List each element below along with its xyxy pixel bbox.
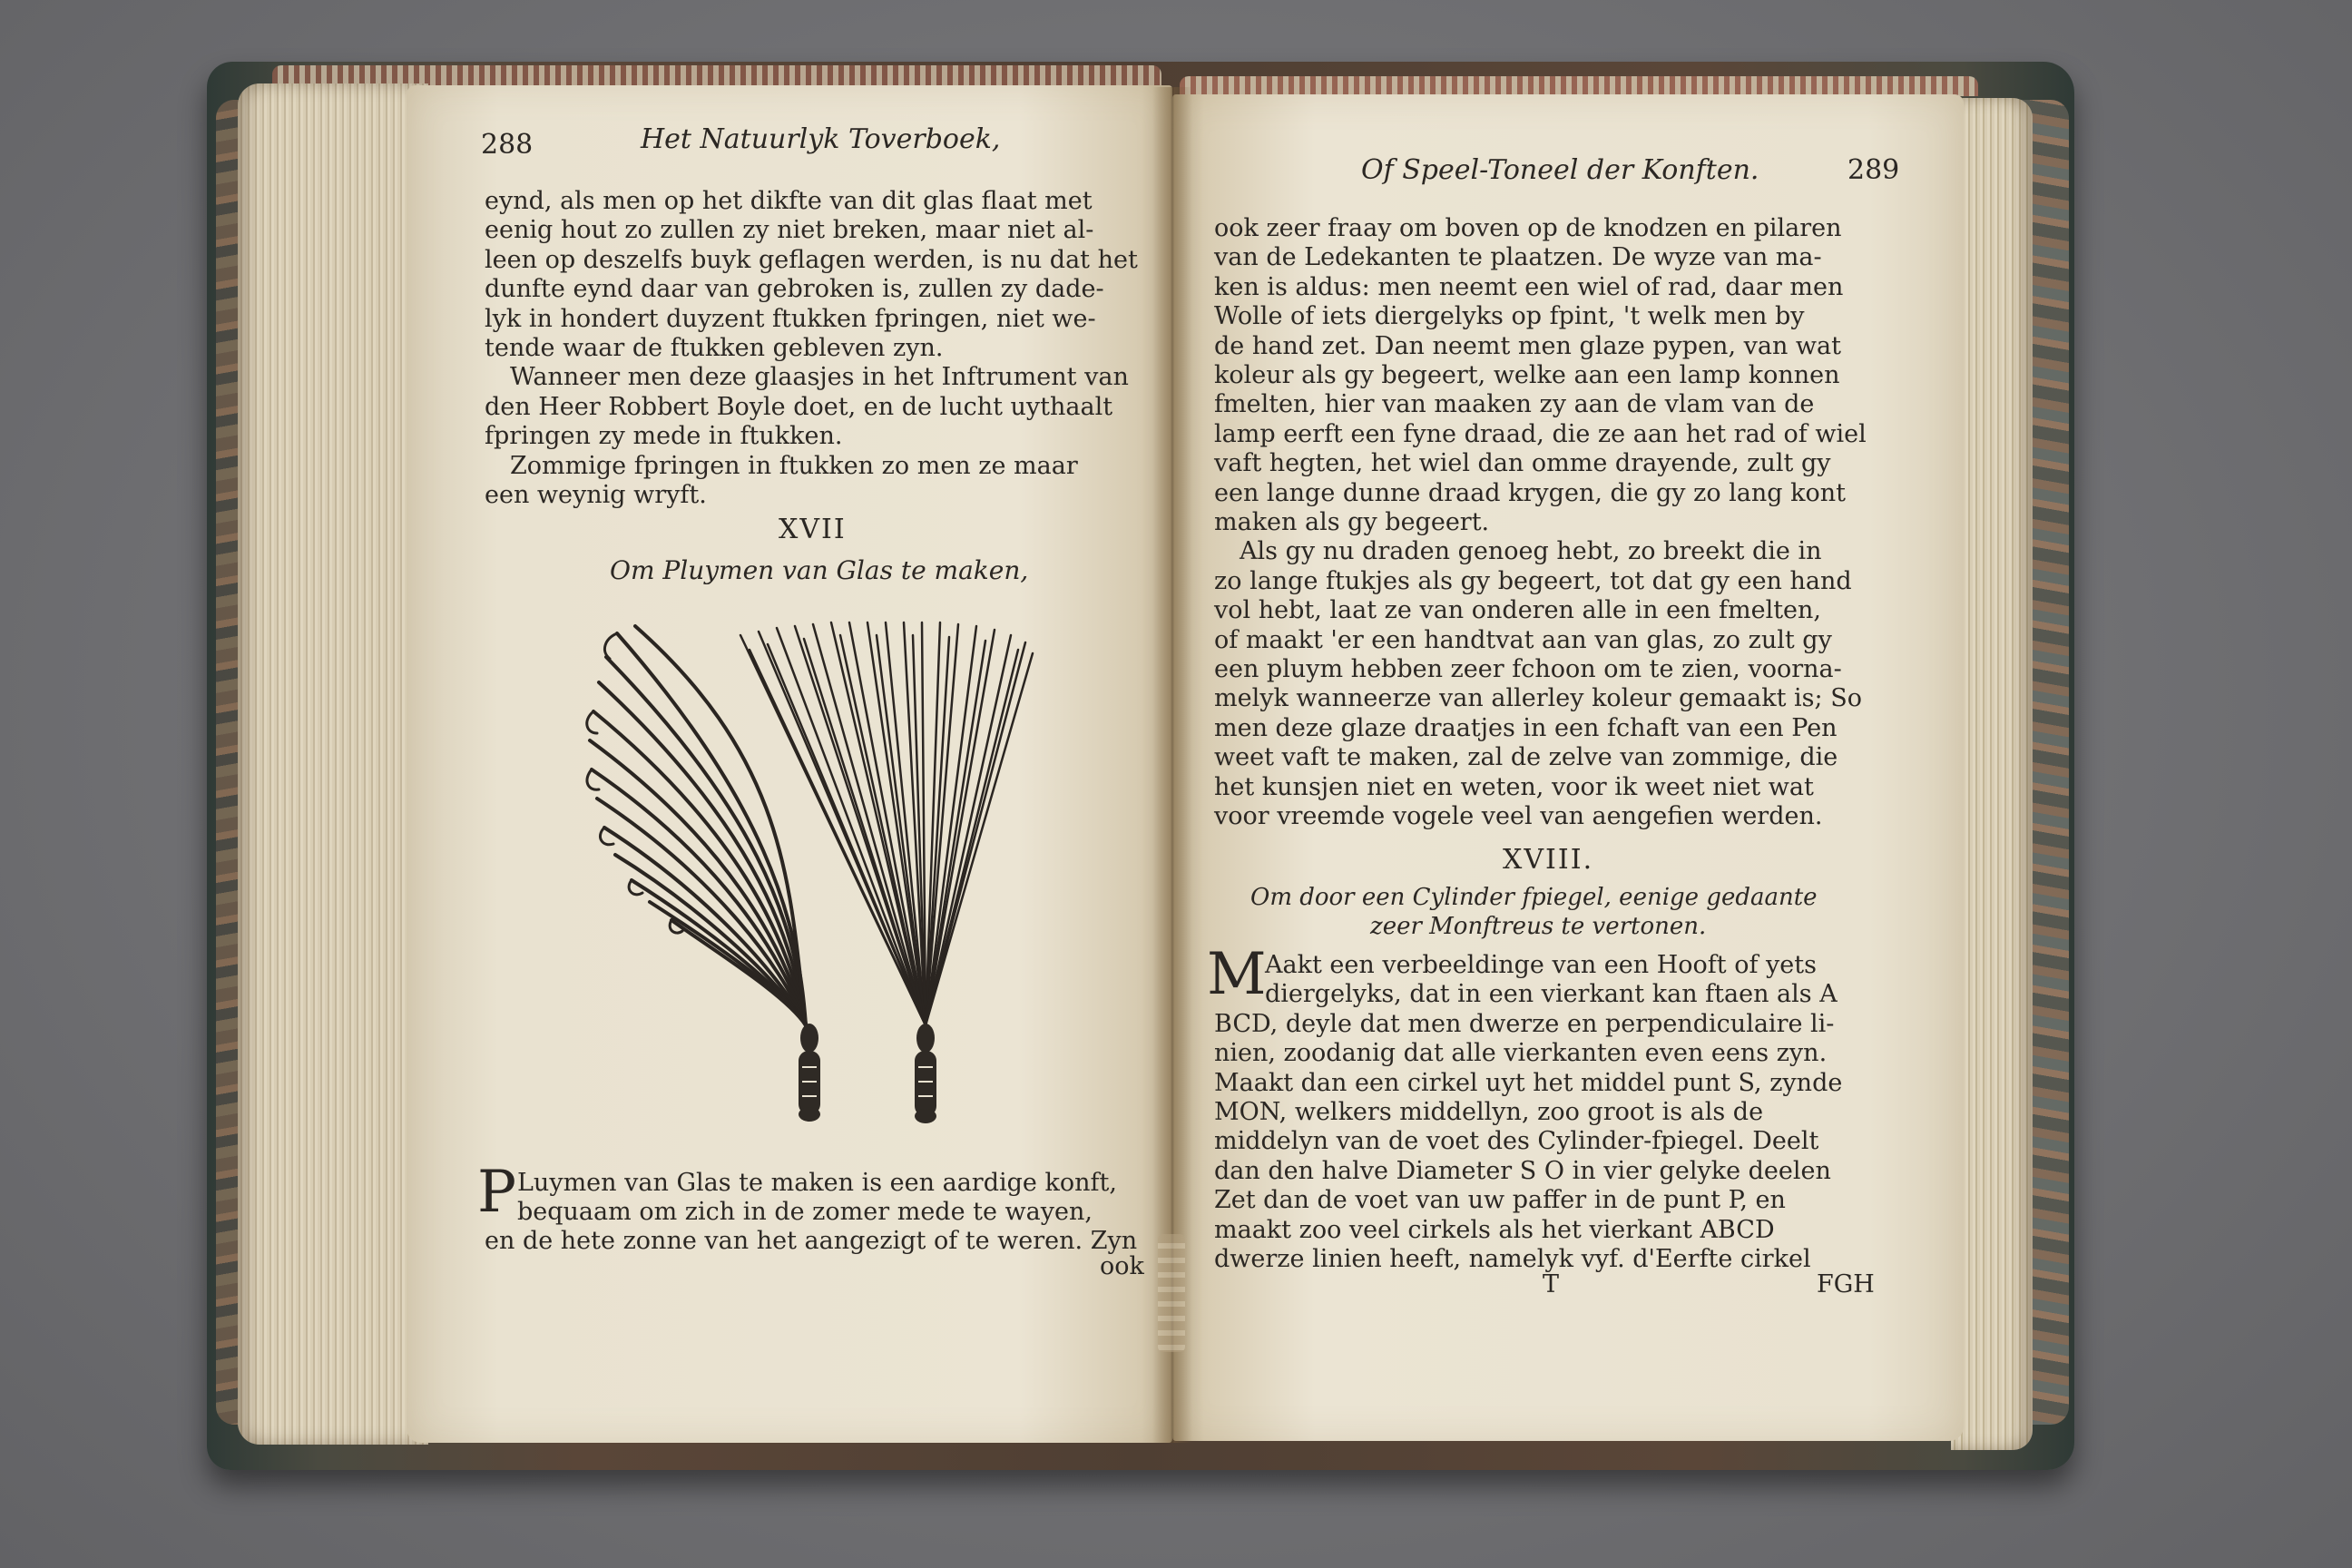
text-line: lyk in hondert duyzent ftukken fpringen, niet we- — [485, 304, 1096, 333]
text-line: ook zeer fraay om boven op de knodzen en pilaren — [1214, 214, 1842, 242]
text-line: dwerze linien heeft, namelyk vyf. d'Eerfte cirkel — [1214, 1245, 1811, 1273]
text-line: Als gy nu draden genoeg hebt, zo breekt die in — [1240, 537, 1822, 566]
text-line: Zommige fpringen in ftukken zo men ze maar — [510, 451, 1078, 480]
left-dropcap: P — [477, 1159, 517, 1226]
text-line: tende waar de ftukken gebleven zyn. — [485, 334, 944, 362]
right-section-number: XVIII. — [1503, 844, 1594, 876]
right-signature: T — [1543, 1270, 1560, 1298]
text-line: melyk wanneerze van allerley koleur gemaakt is; So — [1214, 684, 1862, 713]
glass-plumes-woodcut-icon — [581, 617, 1053, 1125]
text-line: Wanneer men deze glaasjes in het Inftrument van — [510, 363, 1129, 392]
text-line: fmelten, hier van maaken zy aan de vlam van de — [1214, 390, 1815, 419]
text-line: leen op deszelfs buyk geflagen werden, is nu dat het — [485, 245, 1138, 274]
text-line: een lange dunne draad krygen, die gy zo lang kont — [1214, 478, 1847, 507]
text-line: weet vaft te maken, zal de zelve van zommige, die — [1214, 743, 1838, 772]
left-running-head: Het Natuurlyk Toverboek, — [641, 123, 1001, 155]
text-line: den Heer Robbert Boyle doet, en de lucht uythaalt — [485, 392, 1113, 421]
text-line: koleur als gy begeert, welke aan een lamp konnen — [1214, 361, 1840, 389]
text-line: de hand zet. Dan neemt men glaze pypen, van wat — [1214, 331, 1841, 360]
text-line: of maakt 'er een handtvat aan van glas, zo zult gy — [1214, 625, 1832, 654]
left-catchword: ook — [1100, 1252, 1144, 1280]
text-line: het kunsjen niet en weten, voor ik weet niet wat — [1214, 772, 1814, 801]
text-line: middelyn van de voet des Cylinder-fpiegel. Deelt — [1214, 1127, 1819, 1156]
right-section-title-line-1: Om door een Cylinder fpiegel, eenige gedaante — [1250, 884, 1818, 911]
text-line: bequaam om zich in de zomer mede te wayen, — [517, 1198, 1093, 1226]
text-line: en de hete zonne van het aangezigt of te weren. Zyn — [485, 1227, 1138, 1255]
text-line: eenig hout zo zullen zy niet breken, maar niet al- — [485, 216, 1094, 245]
right-page-number: 289 — [1847, 154, 1900, 186]
text-line: lamp eerft een fyne draad, die ze aan het rad of wiel — [1214, 419, 1867, 448]
text-line: MON, welkers middellyn, zoo groot is als de — [1214, 1098, 1764, 1126]
text-line: men deze glaze draatjes in een fchaft van een Pen — [1214, 713, 1838, 742]
text-line: Wolle of iets diergelyks op fpint, 't welk men by — [1214, 302, 1805, 331]
text-line: van de Ledekanten te plaatzen. De wyze van ma- — [1214, 243, 1822, 272]
text-line: diergelyks, dat in een vierkant kan ftaen als A — [1265, 980, 1838, 1009]
text-line: maakt zoo veel cirkels als het vierkant ABCD — [1214, 1215, 1775, 1244]
text-line: maken als gy begeert. — [1214, 508, 1490, 536]
text-line: nien, zoodanig dat alle vierkanten even eens zyn. — [1214, 1039, 1828, 1068]
right-dropcap: M — [1207, 941, 1267, 1008]
gutter-tear — [1158, 1234, 1185, 1352]
left-page-number: 288 — [481, 129, 534, 161]
text-line: vaft hegten, het wiel dan omme drayende, zult gy — [1214, 449, 1831, 478]
text-line: dan den halve Diameter S O in vier gelyke deelen — [1214, 1156, 1831, 1185]
left-section-title: Om Pluymen van Glas te maken, — [610, 555, 1029, 585]
text-line: eynd, als men op het dikfte van dit glas flaat met — [485, 187, 1093, 215]
text-line: Maakt dan een cirkel uyt het middel punt S, zynde — [1214, 1068, 1843, 1097]
text-line: Luymen van Glas te maken is een aardige konft, — [517, 1169, 1117, 1197]
text-line: ken is aldus: men neemt een wiel of rad, daar men — [1214, 272, 1844, 301]
page-edges-left — [238, 83, 428, 1445]
text-line: vol hebt, laat ze van onderen alle in een fmelten, — [1214, 596, 1822, 625]
text-line: Zet dan de voet van uw paffer in de punt P, en — [1214, 1186, 1786, 1215]
text-line: Aakt een verbeeldinge van een Hooft of yets — [1265, 951, 1817, 979]
right-catchword: FGH — [1817, 1270, 1875, 1298]
headband-right — [1180, 76, 1978, 96]
text-line: een weynig wryft. — [485, 481, 707, 509]
left-section-number: XVII — [779, 514, 847, 545]
text-line: BCD, deyle dat men dwerze en perpendiculaire li- — [1214, 1009, 1835, 1038]
right-running-head: Of Speel-Toneel der Konften. — [1361, 154, 1759, 186]
text-line: zo lange ftukjes als gy begeert, tot dat gy een hand — [1214, 566, 1852, 595]
text-line: dunfte eynd daar van gebroken is, zullen zy dade- — [485, 275, 1104, 304]
text-line: een pluym hebben zeer fchoon om te zien, voorna- — [1214, 655, 1842, 683]
text-line: voor vreemde vogele veel van aengefien werden. — [1214, 802, 1823, 830]
right-section-title-line-2: zeer Monftreus te vertonen. — [1370, 913, 1707, 940]
text-line: fpringen zy mede in ftukken. — [485, 422, 843, 451]
